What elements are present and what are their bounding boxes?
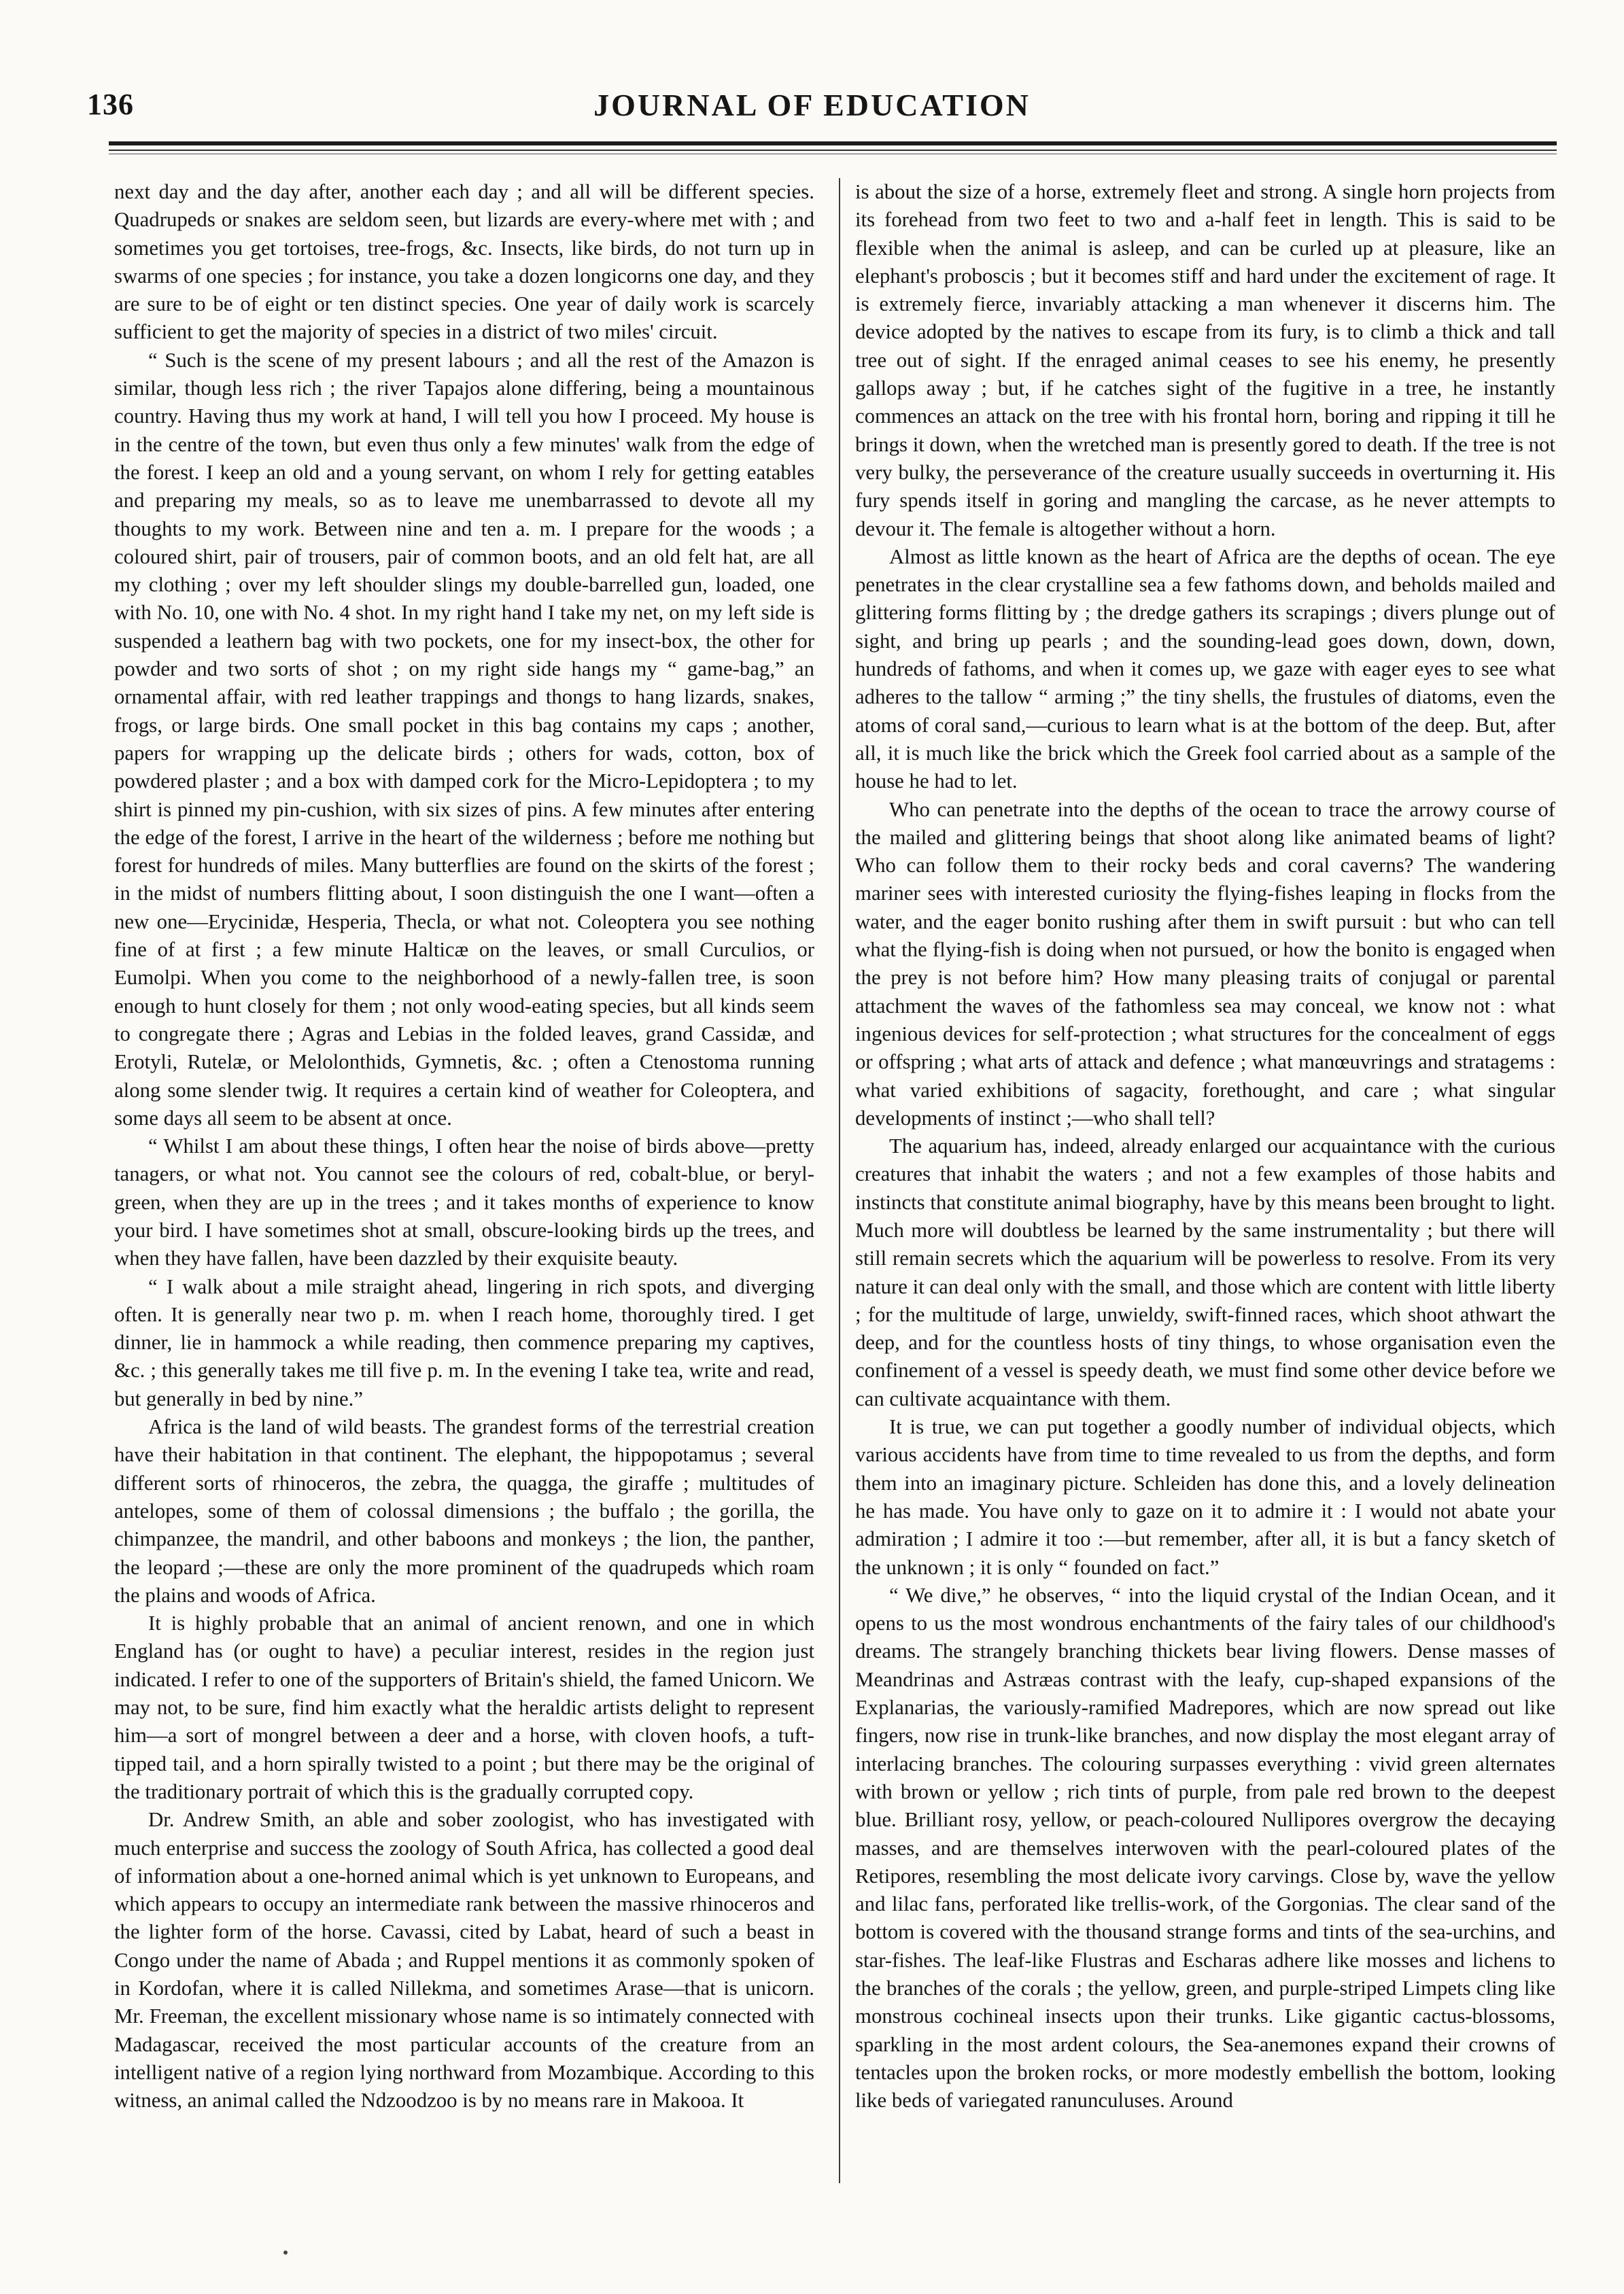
running-title: JOURNAL OF EDUCATION [593,88,1031,122]
paragraph: is about the size of a horse, extremely fleet and strong. A single horn projects from its forehead from two feet to two and a-half feet in length. This is said to be flexible when the animal is asleep, and can be curled up at pleasure, like an elephant's proboscis ; but it becomes stiff and hard under the excitement of rage. It is extremely fierce, invariably attacking a man whenever it discerns him. The device adopted by the natives to escape from its fury, is to climb a thick and tall tree out of sight. If the enraged animal ceases to see his enemy, he presently gallops away ; but, if he catches sight of the fugitive in a tree, he instantly commences an attack on the tree with his frontal horn, boring and ripping it till he brings it down, when the wretched man is presently gored to death. If the tree is not very bulky, the perseverance of the creature usually succeeds in overturning it. His fury spends itself in goring and mangling the carcase, as he never attempts to devour it. The female is altogether without a horn. [855,180,1555,540]
ink-speck [283,2250,288,2255]
page-number: 136 [87,88,134,121]
paragraph: “ I walk about a mile straight ahead, lingering in rich spots, and diverging often. It is generally near two p. m. when I reach home, thoroughly tired. I get dinner, lie in hammock a while reading, then commence preparing my captives, &c. ; this generally takes me till five p. m. In the evening I take tea, write and read, but generally in bed by nine.” [114,1274,814,1410]
paragraph: Almost as little known as the heart of Africa are the depths of ocean. The eye penetrates in the clear crystalline sea a few fathoms down, and beholds mailed and glittering forms flitting by ; the dredge gathers its scrapings ; divers plunge out of sight, and bring up pearls ; and the sounding-lead goes down, down, down, hundreds of fathoms, and when it comes up, we gaze with eager eyes to see what adheres to the tallow “ arming ;” the tiny shells, the frustules of diatoms, even the atoms of coral sand,—curious to learn what is at the bottom of the deep. But, after all, it is much like the brick which the Greek fool carried about as a sample of the house he had to let. [855,544,1555,793]
paragraph: Dr. Andrew Smith, an able and sober zoologist, who has investigated with much enterprise and success the zoology of South Africa, has collected a good deal of information about a one-horned animal which is yet unknown to Europeans, and which appears to occupy an intermediate rank between the massive rhinoceros and the lighter form of the horse. Cavassi, cited by Labat, heard of such a beast in Congo under the name of Abada ; and Ruppel mentions it as commonly spoken of in Kordofan, where it is called Nillekma, and sometimes Arase—that is unicorn. Mr. Freeman, the excellent missionary whose name is so intimately connected with Madagascar, received the most particular accounts of the creature from an intelligent native of a region lying northward from Mozambique. According to this witness, an animal called the Ndzoodzoo is by no means rare in Makooa. It [114,1808,814,2113]
paragraph: It is highly probable that an animal of ancient renown, and one in which England has (or ought to have) a peculiar interest, resides in the region just indicated. I refer to one of the supporters of Britain's shield, the famed Unicorn. We may not, to be sure, find him exactly what the heraldic artists delight to represent him—a sort of mongrel between a deer and a horse, with cloven hoofs, a tuft-tipped tail, and a horn spirally twisted to a point ; but there may be the original of the traditionary portrait of which this is the gradually corrupted copy. [114,1612,814,1803]
paragraph: “ Such is the scene of my present labours ; and all the rest of the Amazon is similar, though less rich ; the river Tapajos alone differing, being a mountainous country. Having thus my work at hand, I will tell you how I proceed. My house is in the centre of the town, but even thus only a few minutes' walk from the edge of the forest. I keep an old and a young servant, on whom I rely for getting eatables and preparing my meals, so as to leave me unembarrassed to devote all my thoughts to my work. Between nine and ten a. m. I prepare for the woods ; a coloured shirt, pair of trousers, pair of common boots, and an old felt hat, are all my clothing ; over my left shoulder slings my double-barrelled gun, loaded, one with No. 10, one with No. 4 shot. In my right hand I take my net, on my left side is suspended a leathern bag with two pockets, one for my insect-box, the other for powder and two sorts of shot ; on my right side hangs my “ game-bag,” an ornamental affair, with red leather trappings and thongs to hang lizards, snakes, frogs, or large birds. One small pocket in this bag contains my caps ; another, papers for wrapping up the delicate birds ; others for wads, cotton, box of powdered plaster ; and a box with damped cork for the Micro-Lepidoptera ; to my shirt is pinned my pin-cushion, with six sizes of pins. A few minutes after entering the edge of the forest, I arrive in the heart of the wilderness ; before me nothing but forest for hundreds of miles. Many butterflies are found on the skirts of the forest ; in the midst of numbers flitting about, I soon distinguish the one I want—often a new one—Erycinidæ, Hesperia, Thecla, or what not. Coleoptera you see nothing fine of at first ; a few minute Halticæ on the leaves, or small Curculios, or Eumolpi. When you come to the neighborhood of a newly-fallen tree, is soon enough to hunt closely for them ; not only wood-eating species, but all kinds seem to congregate there ; Agras and Lebias in the folded leaves, grand Cassidæ, and Erotyli, Rutelæ, or Melolonthids, Gymnetis, &c. ; often a Ctenostoma running along some slender twig. It requires a certain kind of weather for Coleoptera, and some days all seem to be absent at once. [114,348,814,1130]
paragraph: next day and the day after, another each day ; and all will be different species. Quadrupeds or snakes are seldom seen, but lizards are every-where met with ; and sometimes you get tortoises, tree-frogs, &c. Insects, like birds, do not turn up in swarms of one species ; for instance, you take a dozen longicorns one day, and they are sure to be of eight or ten distinct species. One year of daily work is scarcely sufficient to get the majority of species in a district of two miles' circuit. [114,180,814,344]
paragraph: It is true, we can put together a goodly number of individual objects, which various accidents have from time to time revealed to us from the depths, and form them into an imaginary picture. Schleiden has done this, and a lovely delineation he has made. You have only to gaze on it to admire it : I would not abate your admiration ; I admire it too :—but remember, after all, it is but a fancy sketch of the unknown ; it is only “ founded on fact.” [855,1415,1555,1579]
page-header [0,82,1624,146]
header-rule-thick [109,141,1557,145]
paragraph: “ We dive,” he observes, “ into the liquid crystal of the Indian Ocean, and it opens to us the most wondrous enchantments of the fairy tales of our childhood's dreams. The strangely branching thickets bear living flowers. Dense masses of Meandrinas and Astræas contrast with the leafy, cup-shaped expansions of the Explanarias, the variously-ramified Madrepores, which are now spread out like fingers, now rise in trunk-like branches, and now display the most elegant array of interlacing branches. The colouring surpasses everything : vivid green alternates with brown or yellow ; rich tints of purple, from pale red brown to the deepest blue. Brilliant rosy, yellow, or peach-coloured Nullipores overgrow the decaying masses, and are themselves interwoven with the pearl-coloured plates of the Retipores, resembling the most delicate ivory carvings. Close by, wave the yellow and lilac fans, perforated like trellis-work, of the Gorgonias. The clear sand of the bottom is covered with the thousand strange forms and tints of the sea-urchins, and star-fishes. The leaf-like Flustras and Escharas adhere like mosses and lichens to the branches of the corals ; the yellow, green, and purple-striped Limpets cling like monstrous cochineal insects upon their trunks. Like gigantic cactus-blossoms, sparkling in the most ardent colours, the Sea-anemones expand their crowns of tentacles upon the broken rocks, or more modestly embellish the bottom, looking like beds of variegated ranunculuses. Around [855,1583,1555,2113]
right-column [855,178,1555,2217]
header-rule-thin [109,150,1557,151]
paragraph: Who can penetrate into the depths of the ocean to trace the arrowy course of the mailed and glittering beings that shoot along like animated beams of light? Who can follow them to their rocky beds and coral caverns? The wandering mariner sees with interested curiosity the flying-fishes leaping in flocks from the water, and the eager bonito rushing after them in swift pursuit : but who can tell what the flying-fish is doing when not pursued, or how the bonito is engaged when the prey is not before him? How many pleasing traits of conjugal or parental attachment the waves of the fathomless sea may conceal, we know not : what ingenious devices for self-protection ; what structures for the concealment of eggs or offspring ; what arts of attack and defence ; what manœuvrings and stratagems : what varied exhibitions of sagacity, forethought, and care ; what singular developments of instinct ;—who shall tell? [855,797,1555,1130]
paragraph: “ Whilst I am about these things, I often hear the noise of birds above—pretty tanagers, or what not. You cannot see the colours of red, cobalt-blue, or beryl-green, when they are up in the trees ; and it takes months of experience to know your bird. I have sometimes shot at small, obscure-looking birds up the trees, and when they have fallen, have been dazzled by their exquisite beauty. [114,1134,814,1270]
paragraph: The aquarium has, indeed, already enlarged our acquaintance with the curious creatures that inhabit the waters ; and not a few examples of those habits and instincts that constitute animal biography, have by this means been brought to light. Much more will doubtless be learned by the same instrumentality ; but there will still remain secrets which the aquarium will be powerless to resolve. From its very nature it can deal only with the small, and those which are content with little liberty ; for the multitude of large, unwieldy, swift-finned races, which shoot athwart the deep, and for the countless hosts of tiny things, to whose organisation even the confinement of a vessel is speedy death, we must find some other device before we can cultivate acquaintance with them. [855,1134,1555,1410]
paragraph: Africa is the land of wild beasts. The grandest forms of the terrestrial creation have their habitation in that continent. The elephant, the hippopotamus ; several different sorts of rhinoceros, the zebra, the quagga, the giraffe ; multitudes of antelopes, some of them of colossal dimensions ; the buffalo ; the gorilla, the chimpanzee, the mandril, and other baboons and monkeys ; the lion, the panther, the leopard ;—these are only the more prominent of the quadrupeds which roam the plains and woods of Africa. [114,1415,814,1607]
left-column [114,178,814,2217]
column-divider [839,178,840,2183]
